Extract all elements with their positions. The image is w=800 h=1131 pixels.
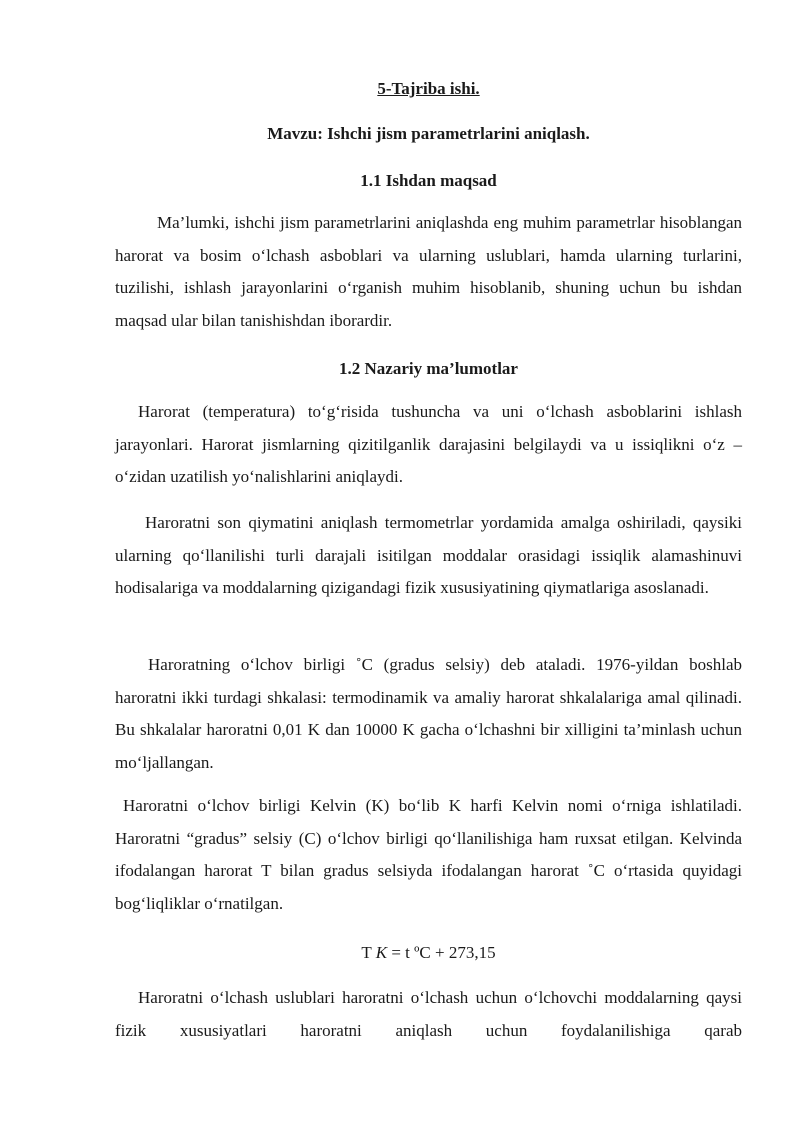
formula-unit: K bbox=[375, 943, 388, 962]
theory-paragraph: Harorat (temperatura) to‘g‘risida tushuncha va uni o‘lchash asboblarini ishlash jarayonlari. Harorat jismlarning qizitilganlik darajasini belgilaydi va u issiqlikni o‘z – o‘zidan uzatilish yo‘nalishlarini aniqlaydi. bbox=[115, 402, 742, 486]
purpose-paragraph: Ma’lumki, ishchi jism parametrlarini aniqlashda eng muhim parametrlar hisoblangan harorat va bosim o‘lchash asboblari va ularning uslublari, hamda ularning turlarini, tuzilishi, ishlash jarayonlarini o‘rganish muhim hisoblanib, shuning uchun bu ishdan maqsad ular bilan tanishishdan iborardir. bbox=[115, 213, 742, 330]
topic-heading: Mavzu: Ishchi jism parametrlarini aniqlash. bbox=[267, 124, 590, 143]
theory-paragraph: Haroratning o‘lchov birligi ˚C (gradus selsiy) deb ataladi. 1976-yildan boshlab haroratni ikki turdagi shkalasi: termodinamik va amaliy harorat shkalalariga amal qilinadi. Bu shkalalar haroratni 0,01 K dan 10000 K gacha o‘lchashni bir xilligini ta’minlash uchun mo‘ljallangan. bbox=[115, 655, 742, 772]
theory-paragraph: Haroratni son qiymatini aniqlash termometrlar yordamida amalga oshiriladi, qaysiki ularning qo‘llanilishi turli darajali isitilgan moddalar orasidagi issiqlik alamashinuvi hodisalariga va moddalarning qizigandagi fizik xususiyatining qiymatlariga asoslanadi. bbox=[115, 513, 742, 597]
theory-paragraph: Haroratni o‘lchash uslublari haroratni o‘lchash uchun o‘lchovchi moddalarning qaysi fizik xususiyatlari haroratni aniqlash uchun foydalanilishiga qarab bbox=[115, 988, 742, 1040]
theory-paragraph: Haroratni o‘lchov birligi Kelvin (K) bo‘lib K harfi Kelvin nomi o‘rniga ishlatiladi. Haroratni “gradus” selsiy (C) o‘lchov birligi qo‘llanilishiga ham ruxsat etilgan. Kelvinda ifodalangan harorat T bilan gradus selsiyda ifodalangan harorat ˚C o‘rtasida quyidagi bog‘liqliklar o‘rnatilgan. bbox=[115, 796, 742, 913]
kelvin-formula bbox=[115, 943, 742, 963]
section-heading-purpose: 1.1 Ishdan maqsad bbox=[360, 171, 497, 190]
formula-right: = t ºC + 273,15 bbox=[387, 943, 496, 962]
document-title: 5-Tajriba ishi. bbox=[377, 79, 480, 98]
formula-left: T bbox=[361, 943, 376, 962]
section-heading-theory: 1.2 Nazariy ma’lumotlar bbox=[339, 359, 518, 378]
